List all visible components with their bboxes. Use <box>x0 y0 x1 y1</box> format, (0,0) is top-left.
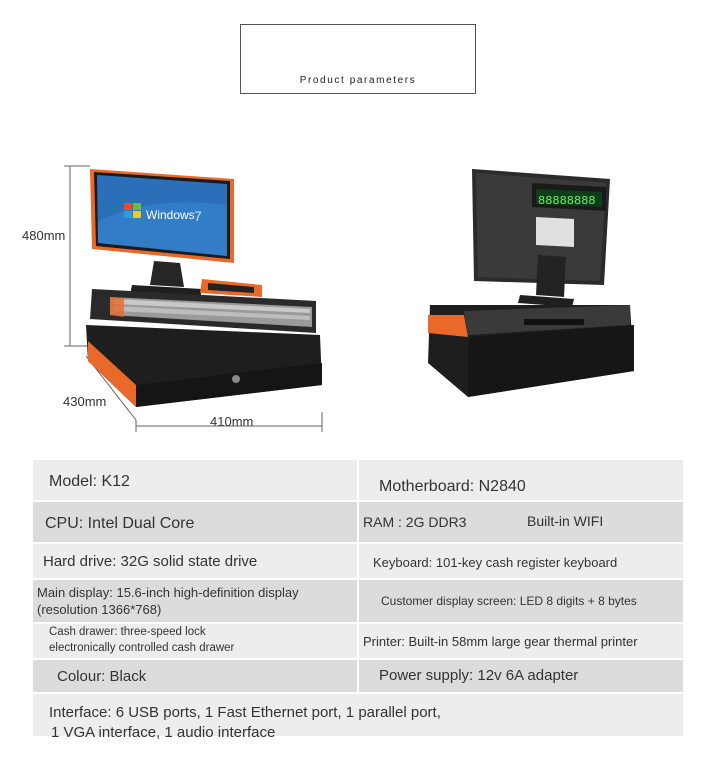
table-row <box>33 624 683 658</box>
table-row <box>33 460 683 500</box>
cash-drawer <box>86 325 322 407</box>
pos-rear-image <box>424 165 644 405</box>
table-row <box>33 502 683 542</box>
table-row <box>33 580 683 622</box>
windows-logo-text: Windows <box>146 208 195 222</box>
spec-main-display: Main display: 15.6-inch high-definition display <box>37 585 299 600</box>
spec-interface-detail: 1 VGA interface, 1 audio interface <box>51 724 276 741</box>
spec-wifi: Built-in WIFI <box>527 513 604 529</box>
spec-hard-drive: Hard drive: 32G solid state drive <box>43 553 258 570</box>
spec-interface: Interface: 6 USB ports, 1 Fast Ethernet port, 1 parallel port, <box>49 704 441 721</box>
table-row <box>33 660 683 692</box>
spec-ram: RAM : 2G DDR3 <box>363 514 467 530</box>
spec-cash-drawer: Cash drawer: three-speed lock <box>49 626 206 638</box>
spec-power-supply: Power supply: 12v 6A adapter <box>379 667 579 684</box>
spec-motherboard: Motherboard: N2840 <box>379 478 526 495</box>
cash-register-keyboard <box>90 289 316 333</box>
spec-keyboard: Keyboard: 101-key cash register keyboard <box>373 555 618 570</box>
spec-model: Model: K12 <box>49 473 130 490</box>
page-title: Product parameters <box>299 75 417 86</box>
width-label: 410mm <box>210 414 254 429</box>
spec-main-display-resolution: (resolution 1366*768) <box>37 602 162 617</box>
pos-front-image <box>84 165 334 415</box>
spec-colour: Colour: Black <box>57 668 147 685</box>
spec-customer-display: Customer display screen: LED 8 digits + 8 bytes <box>381 594 637 608</box>
spec-printer: Printer: Built-in 58mm large gear thermal printer <box>363 634 638 649</box>
spec-cash-drawer-detail: electronically controlled cash drawer <box>49 642 235 654</box>
spec-cpu: CPU: Intel Dual Core <box>45 515 195 532</box>
table-row <box>33 544 683 578</box>
depth-label: 430mm <box>63 394 107 409</box>
customer-display-digits: 88888888 <box>538 194 596 208</box>
table-row <box>33 694 683 741</box>
windows-version-text: 7 <box>194 208 202 224</box>
customer-display <box>532 183 606 211</box>
height-label: 480mm <box>22 228 66 243</box>
